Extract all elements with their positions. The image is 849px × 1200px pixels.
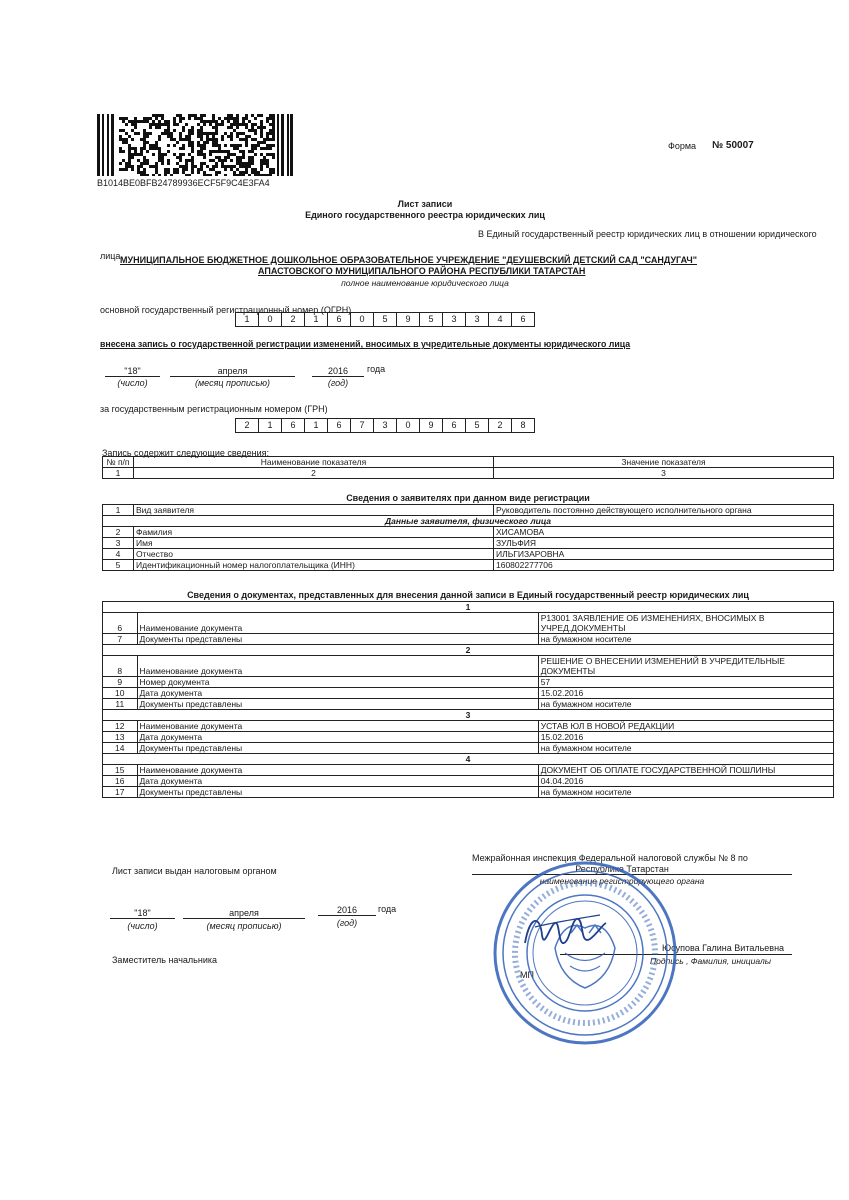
grn-digit: 0	[397, 419, 420, 432]
entry-text: внесена запись о государственной регистрации изменений, вносимых в учредительные документы юридического лица	[100, 339, 631, 349]
entity-name-line1: МУНИЦИПАЛЬНОЕ БЮДЖЕТНОЕ ДОШКОЛЬНОЕ ОБРАЗОВАТЕЛЬНОЕ УЧРЕЖДЕНИЕ "ДЕУШЕВСКИЙ ДЕТСКИЙ САД "САНДУГАЧ"	[120, 255, 697, 265]
entity-name-line2: АПАСТОВСКОГО МУНИЦИПАЛЬНОГО РАЙОНА РЕСПУБЛИКИ ТАТАРСТАН	[258, 266, 586, 276]
ogrn-label: основной государственный регистрационный номер (ОГРН)	[100, 305, 352, 315]
table-row	[103, 505, 834, 516]
doc-title: Лист записи	[397, 199, 453, 209]
authority-line2: Республике Татарстан	[575, 864, 669, 874]
row-number: 10	[103, 688, 138, 699]
row-name: Документы представлены	[137, 743, 538, 754]
grn-digit: 2	[236, 419, 259, 432]
row-name: Дата документа	[137, 688, 538, 699]
applicants-table	[102, 504, 834, 571]
grn-digit: 7	[351, 419, 374, 432]
footer-cap-day: (число)	[127, 921, 158, 931]
grn-digit: 1	[259, 419, 282, 432]
footer-cap-year: (год)	[336, 918, 358, 928]
form-label: Форма	[668, 141, 697, 151]
entity-caption: полное наименование юридического лица	[341, 278, 509, 288]
group-number: 4	[103, 754, 834, 765]
table-row	[103, 787, 834, 798]
table-row	[103, 560, 834, 571]
row-number: 7	[103, 634, 138, 645]
row-value: РЕШЕНИЕ О ВНЕСЕНИИ ИЗМЕНЕНИЙ В УЧРЕДИТЕЛЬНЫЕ ДОКУМЕНТЫ	[538, 656, 833, 677]
grn-digit: 8	[520, 420, 526, 430]
footer-month: апреля	[229, 908, 259, 918]
row-number: 3	[103, 538, 134, 549]
table-row	[103, 688, 834, 699]
footer-year: 2016	[336, 905, 358, 915]
intro-lica: лица	[100, 251, 121, 261]
row-value: 57	[538, 677, 833, 688]
row-value: 160802277706	[494, 560, 834, 571]
row-value: Руководитель постоянно действующего исполнительного органа	[494, 505, 834, 516]
row-value: на бумажном носителе	[538, 743, 833, 754]
hdr-value: Значение показателя	[494, 457, 834, 468]
form-number: № 50007	[712, 140, 754, 151]
row-name: Вид заявителя	[134, 505, 494, 516]
mp-label: МП	[520, 970, 534, 980]
issued-by-label: Лист записи выдан налоговым органом	[112, 866, 277, 876]
barcode-code: B1014BE0BFB24789936ECF5F9C4E3FA4	[97, 178, 270, 188]
table-row	[103, 634, 834, 645]
ogrn-digit: 0	[351, 313, 374, 326]
date1-month: апреля	[217, 366, 248, 376]
row-name: Документы представлены	[137, 787, 538, 798]
group-row	[103, 645, 834, 656]
doc-subtitle: Единого государственного реестра юридических лиц	[305, 210, 545, 220]
ogrn-digit: 4	[489, 313, 512, 326]
table-row	[103, 776, 834, 787]
row-name: Наименование документа	[137, 613, 538, 634]
documents-table	[102, 601, 834, 798]
row-value: Р13001 ЗАЯВЛЕНИЕ ОБ ИЗМЕНЕНИЯХ, ВНОСИМЫХ В УЧРЕД.ДОКУМЕНТЫ	[538, 613, 833, 634]
row-name: Наименование документа	[137, 765, 538, 776]
grn-digit: 1	[305, 419, 328, 432]
row-name: Имя	[134, 538, 494, 549]
row-name: Номер документа	[137, 677, 538, 688]
group-number: 1	[103, 602, 834, 613]
group-row	[103, 710, 834, 721]
barcode-graphic	[97, 114, 293, 176]
grn-cells	[235, 418, 535, 433]
group-number: 3	[103, 710, 834, 721]
grn-digit: 6	[443, 419, 466, 432]
ogrn-digit: 3	[443, 313, 466, 326]
authority-caption: наименование регистрирующего органа	[539, 876, 705, 886]
ogrn-digit: 6	[328, 313, 351, 326]
row-number: 15	[103, 765, 138, 776]
footer-day: "18"	[134, 908, 151, 918]
hdr-n3: 3	[494, 468, 834, 479]
row-value: УСТАВ ЮЛ В НОВОЙ РЕДАКЦИИ	[538, 721, 833, 732]
date1-cap-day: (число)	[117, 378, 148, 388]
grn-digit: 3	[374, 419, 397, 432]
grn-digit: 6	[328, 419, 351, 432]
table-row	[103, 527, 834, 538]
row-value: на бумажном носителе	[538, 699, 833, 710]
row-name: Дата документа	[137, 776, 538, 787]
grn-digit: 6	[282, 419, 305, 432]
row-number: 11	[103, 699, 138, 710]
date1-year: 2016	[327, 366, 349, 376]
footer-cap-month: (месяц прописью)	[206, 921, 282, 931]
row-name: Наименование документа	[137, 656, 538, 677]
row-number: 14	[103, 743, 138, 754]
row-name: Отчество	[134, 549, 494, 560]
date1-cap-year: (год)	[327, 378, 349, 388]
applicants-title: Сведения о заявителях при данном виде регистрации	[346, 493, 590, 503]
row-number: 2	[103, 527, 134, 538]
summary-table	[102, 456, 834, 479]
group-number: 2	[103, 645, 834, 656]
intro-text: В Единый государственный реестр юридических лиц в отношении юридического	[478, 229, 817, 239]
row-name: Наименование документа	[137, 721, 538, 732]
date1-day: "18"	[124, 366, 141, 376]
grn-label: за государственным регистрационным номером (ГРН)	[100, 404, 328, 414]
ogrn-digit: 3	[466, 313, 489, 326]
hdr-n2: 2	[134, 468, 494, 479]
ogrn-digit: 0	[259, 313, 282, 326]
row-number: 4	[103, 549, 134, 560]
row-value: 15.02.2016	[538, 732, 833, 743]
table-row	[103, 765, 834, 776]
row-number: 16	[103, 776, 138, 787]
footer-year-word: года	[378, 904, 397, 914]
row-number: 12	[103, 721, 138, 732]
table-row	[103, 732, 834, 743]
hdr-num: № п/п	[103, 457, 134, 468]
row-name: Идентификационный номер налогоплательщика (ИНН)	[134, 560, 494, 571]
date1-cap-month: (месяц прописью)	[195, 378, 270, 388]
row-value: 15.02.2016	[538, 688, 833, 699]
signer-caption: Подпись , Фамилия, инициалы	[650, 956, 772, 966]
row-value: ХИСАМОВА	[494, 527, 834, 538]
table-row	[103, 677, 834, 688]
row-number: 13	[103, 732, 138, 743]
row-value: на бумажном носителе	[538, 787, 833, 798]
signature-scribble	[520, 905, 610, 955]
ogrn-digit: 6	[520, 314, 526, 324]
row-name: Документы представлены	[137, 699, 538, 710]
row-number: 17	[103, 787, 138, 798]
authority-line1: Межрайонная инспекция Федеральной налоговой службы № 8 по	[472, 853, 748, 863]
row-number: 5	[103, 560, 134, 571]
group-row	[103, 754, 834, 765]
table-row	[103, 699, 834, 710]
row-value: ЗУЛЬФИЯ	[494, 538, 834, 549]
row-value: 04.04.2016	[538, 776, 833, 787]
hdr-name: Наименование показателя	[134, 457, 494, 468]
row-number: 8	[103, 656, 138, 677]
hdr-n1: 1	[103, 468, 134, 479]
group-row	[103, 602, 834, 613]
row-name: Дата документа	[137, 732, 538, 743]
row-value: на бумажном носителе	[538, 634, 833, 645]
row-number: 9	[103, 677, 138, 688]
table-row	[103, 743, 834, 754]
ogrn-cells	[235, 312, 535, 327]
signer-name: Юсупова Галина Витальевна	[662, 943, 785, 953]
row-value: ИЛЬГИЗАРОВНА	[494, 549, 834, 560]
ogrn-digit: 2	[282, 313, 305, 326]
grn-digit: 2	[489, 419, 512, 432]
date1-year-word: года	[367, 364, 386, 374]
applicant-subtitle: Данные заявителя, физического лица	[103, 516, 834, 527]
documents-title: Сведения о документах, представленных для внесения данной записи в Единый государственный реестр юридических лиц	[187, 590, 749, 600]
grn-digit: 5	[466, 419, 489, 432]
table-row	[103, 538, 834, 549]
table-row	[103, 613, 834, 634]
ogrn-digit: 5	[420, 313, 443, 326]
table-row	[103, 656, 834, 677]
ogrn-digit: 1	[236, 313, 259, 326]
grn-digit: 9	[420, 419, 443, 432]
row-number: 6	[103, 613, 138, 634]
table-intro: Запись содержит следующие сведения:	[102, 448, 269, 458]
row-number: 1	[103, 505, 134, 516]
table-row	[103, 549, 834, 560]
row-name: Документы представлены	[137, 634, 538, 645]
table-row	[103, 721, 834, 732]
position-label: Заместитель начальника	[112, 955, 218, 965]
row-name: Фамилия	[134, 527, 494, 538]
ogrn-digit: 1	[305, 313, 328, 326]
ogrn-digit: 9	[397, 313, 420, 326]
row-value: ДОКУМЕНТ ОБ ОПЛАТЕ ГОСУДАРСТВЕННОЙ ПОШЛИНЫ	[538, 765, 833, 776]
ogrn-digit: 5	[374, 313, 397, 326]
